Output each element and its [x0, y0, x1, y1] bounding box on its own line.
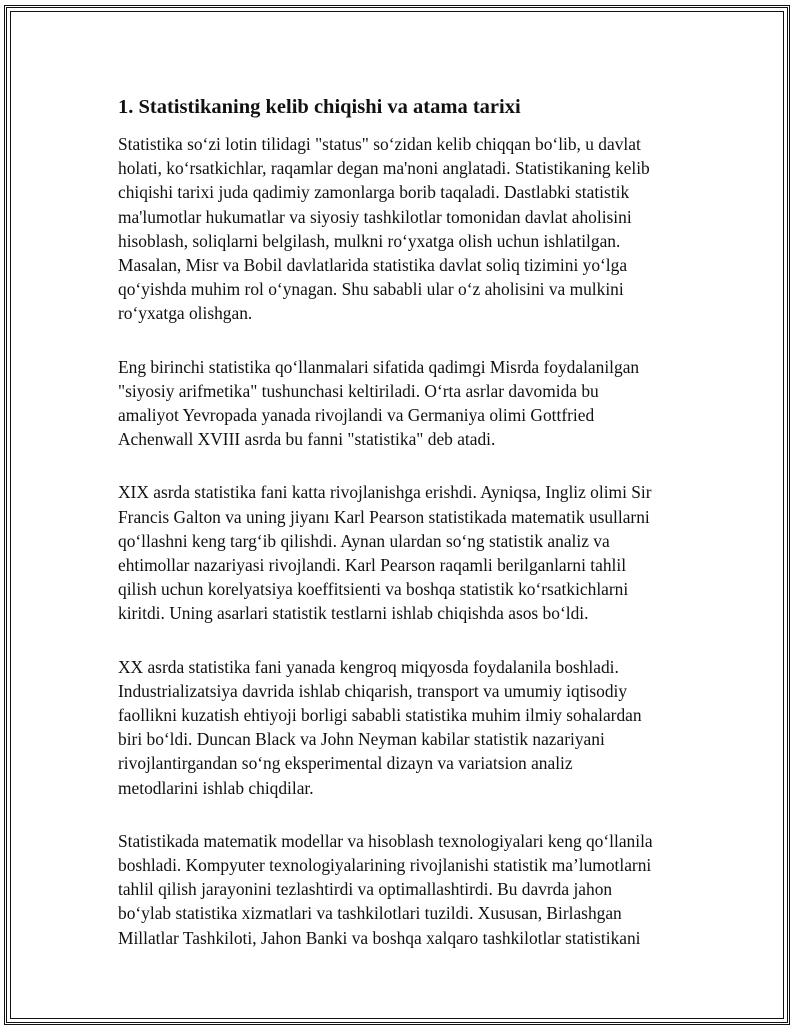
text-line: Eng birinchi statistika qo‘llanmalari sifatida qadimgi Misrda foydalanilgan [118, 356, 640, 377]
paragraph-2 [118, 355, 690, 452]
text-line: Achenwall XVIII asrda bu fanni "statistika" deb atadi. [118, 429, 496, 450]
paragraph-4 [118, 655, 690, 800]
text-line: qo‘llashni keng targ‘ib qilishdi. Aynan ulardan so‘ng statistik analiz va [118, 530, 610, 551]
text-line: ro‘yxatga olishgan. [118, 303, 253, 324]
paragraph-5 [118, 829, 690, 950]
text-line: tahlil qilish jarayonini tezlashtirdi va optimallashtirdi. Bu davrda jahon [118, 879, 613, 900]
text-line: Millatlar Tashkiloti, Jahon Banki va boshqa xalqaro tashkilotlar statistikani [118, 927, 641, 948]
text-line: Industrializatsiya davrida ishlab chiqarish, transport va umumiy iqtisodiy [118, 680, 628, 701]
text-line: XIX asrda statistika fani katta rivojlanishga erishdi. Ayniqsa, Ingliz olimi Sir [118, 482, 652, 503]
text-line: qo‘yishda muhim rol o‘ynagan. Shu sababli ular o‘z aholisini va mulkini [118, 279, 624, 300]
text-line: Francis Galton va uning jiyanı Karl Pearson statistikada matematik usullarni [118, 506, 650, 527]
text-line: holati, ko‘rsatkichlar, raqamlar degan ma'noni anglatadi. Statistikaning kelib [118, 158, 650, 179]
text-line: Masalan, Misr va Bobil davlatlarida statistika davlat soliq tizimini yo‘lga [118, 255, 628, 276]
text-line: qilish uchun korelyatsiya koeffitsienti va boshqa statistik ko‘rsatkichlarni [118, 579, 629, 600]
paragraph-3 [118, 480, 690, 625]
paragraph-1 [118, 132, 690, 326]
text-line: Statistikada matematik modellar va hisoblash texnologiyalari keng qo‘llanila [118, 830, 653, 851]
text-line: kiritdi. Uning asarlari statistik testlarni ishlab chiqishda asos bo‘ldi. [118, 603, 589, 624]
text-line: faollikni kuzatish ehtiyoji borligi sababli statistika muhim ilmiy sohalardan [118, 705, 642, 726]
text-line: "siyosiy arifmetika" tushunchasi keltiriladi. O‘rta asrlar davomida bu [118, 380, 599, 401]
document-body [118, 94, 690, 979]
text-line: metodlarini ishlab chiqdilar. [118, 777, 314, 798]
text-line: Statistika so‘zi lotin tilidagi "status" so‘zidan kelib chiqqan bo‘lib, u davlat [118, 134, 641, 154]
text-line: chiqishi tarixi juda qadimiy zamonlarga borib taqaladi. Dastlabki statistik [118, 182, 630, 203]
section-heading: 1. Statistikaning kelib chiqishi va atama tarixi [118, 96, 521, 118]
text-line: biri bo‘ldi. Duncan Black va John Neyman kabilar statistik nazariyani [118, 729, 605, 750]
text-line: ehtimollar nazariyasi rivojlandi. Karl Pearson raqamli berilganlarni tahlil [118, 555, 627, 576]
text-line: XX asrda statistika fani yanada kengroq miqyosda foydalanila boshladi. [118, 656, 619, 677]
text-line: amaliyot Yevropada yanada rivojlandi va Germaniya olimi Gottfried [118, 405, 595, 426]
text-line: ma'lumotlar hukumatlar va siyosiy tashkilotlar tomonidan davlat aholisini [118, 206, 632, 227]
text-line: rivojlantirgandan so‘ng eksperimental dizayn va variatsion analiz [118, 753, 573, 774]
text-line: bo‘ylab statistika xizmatlari va tashkilotlari tuzildi. Xususan, Birlashgan [118, 903, 622, 924]
text-line: hisoblash, soliqlarni belgilash, mulkni ro‘yxatga olish uchun ishlatilgan. [118, 230, 621, 251]
text-line: boshladi. Kompyuter texnologiyalarining rivojlanishi statistik ma’lumotlarni [118, 855, 652, 876]
